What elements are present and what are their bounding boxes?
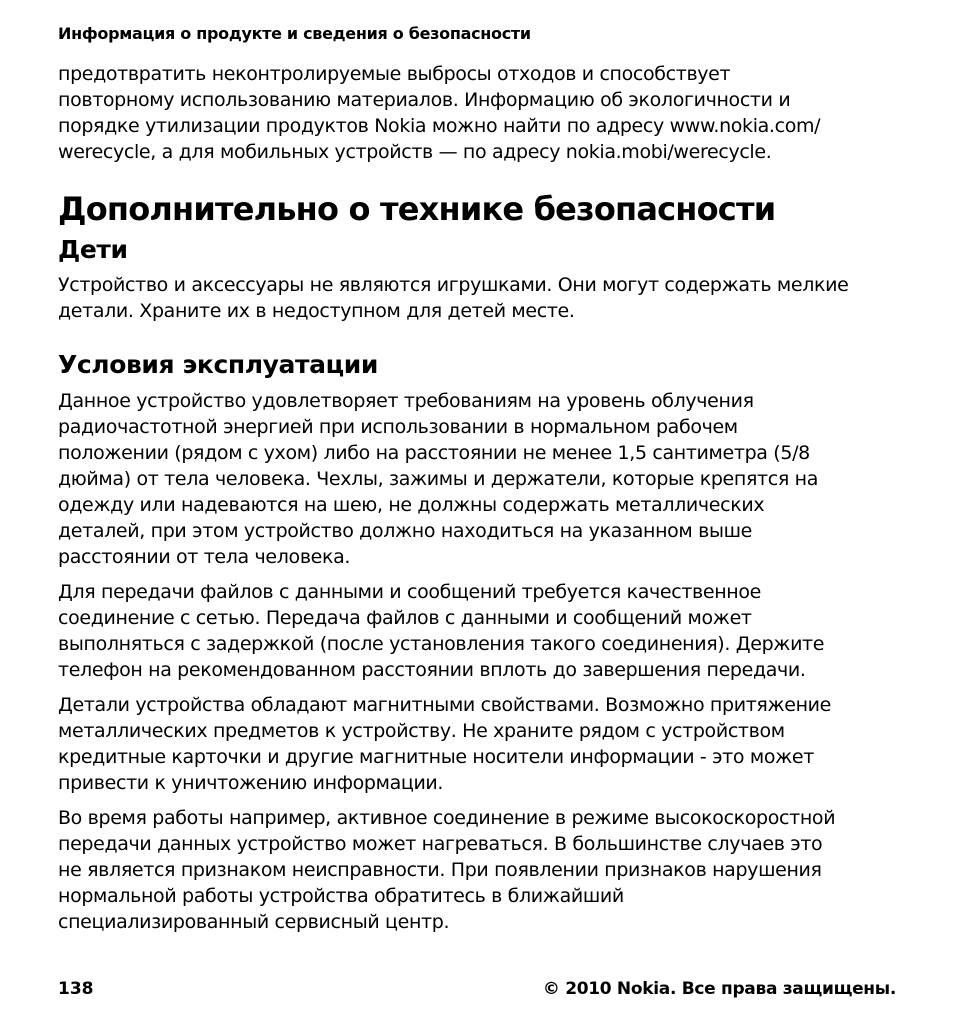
text-line: Устройство и аксессуары не являются игрушками. Они могут содержать мелкие bbox=[58, 274, 849, 296]
text-line: Для передачи файлов с данными и сообщений требуется качественное bbox=[58, 581, 761, 603]
text-line: дюйма) от тела человека. Чехлы, зажимы и держатели, которые крепятся на bbox=[58, 468, 818, 490]
text-line: кредитные карточки и другие магнитные носители информации - это может bbox=[58, 746, 814, 768]
text-line: выполняться с задержкой (после установления такого соединения). Держите bbox=[58, 633, 825, 655]
rf-exposure-paragraph bbox=[58, 388, 898, 570]
text-line: повторному использованию материалов. Информацию об экологичности и bbox=[58, 89, 791, 111]
text-line: Во время работы например, активное соединение в режиме высокоскоростной bbox=[58, 807, 836, 829]
text-line: werecycle, а для мобильных устройств — по адресу nokia.mobi/werecycle. bbox=[58, 141, 772, 163]
text-line: металлических предметов к устройству. Не храните рядом с устройством bbox=[58, 720, 785, 742]
text-line: специализированный сервисный центр. bbox=[58, 911, 450, 933]
section-title: Дополнительно о технике безопасности bbox=[58, 190, 776, 228]
text-line: Данное устройство удовлетворяет требованиям на уровень облучения bbox=[58, 390, 754, 412]
page-number: 138 bbox=[58, 979, 94, 999]
document-page bbox=[58, 0, 898, 1036]
text-line: привести к уничтожению информации. bbox=[58, 772, 444, 794]
operating-conditions-heading: Условия эксплуатации bbox=[58, 350, 378, 379]
text-line: радиочастотной энергией при использовании в нормальном рабочем bbox=[58, 416, 738, 438]
text-line: положении (рядом с ухом) либо на расстоянии не менее 1,5 сантиметра (5/8 bbox=[58, 442, 810, 464]
text-line: деталей, при этом устройство должно находиться на указанном выше bbox=[58, 520, 752, 542]
text-line: передачи данных устройство может нагреваться. В большинстве случаев это bbox=[58, 833, 823, 855]
text-line: нормальной работы устройства обратитесь в ближайший bbox=[58, 885, 624, 907]
text-line: телефон на рекомендованном расстоянии вплоть до завершения передачи. bbox=[58, 659, 806, 681]
text-line: расстоянии от тела человека. bbox=[58, 546, 351, 568]
text-line: Детали устройства обладают магнитными свойствами. Возможно притяжение bbox=[58, 694, 832, 716]
data-transfer-paragraph bbox=[58, 579, 898, 683]
kids-paragraph bbox=[58, 272, 898, 324]
text-line: не является признаком неисправности. При появлении признаков нарушения bbox=[58, 859, 822, 881]
intro-paragraph bbox=[58, 61, 898, 165]
heating-paragraph bbox=[58, 805, 898, 935]
magnetic-parts-paragraph bbox=[58, 692, 898, 796]
operating-conditions-body bbox=[58, 388, 898, 944]
text-line: детали. Храните их в недоступном для детей месте. bbox=[58, 300, 575, 322]
text-line: предотвратить неконтролируемые выбросы отходов и способствует bbox=[58, 63, 731, 85]
running-header: Информация о продукте и сведения о безопасности bbox=[58, 24, 531, 43]
copyright-notice: © 2010 Nokia. Все права защищены. bbox=[542, 979, 896, 999]
text-line: порядке утилизации продуктов Nokia можно найти по адресу www.nokia.com/ bbox=[58, 115, 821, 137]
text-line: соединение с сетью. Передача файлов с данными и сообщений может bbox=[58, 607, 752, 629]
text-line: одежду или надеваются на шею, не должны содержать металлических bbox=[58, 494, 765, 516]
kids-heading: Дети bbox=[58, 235, 128, 264]
